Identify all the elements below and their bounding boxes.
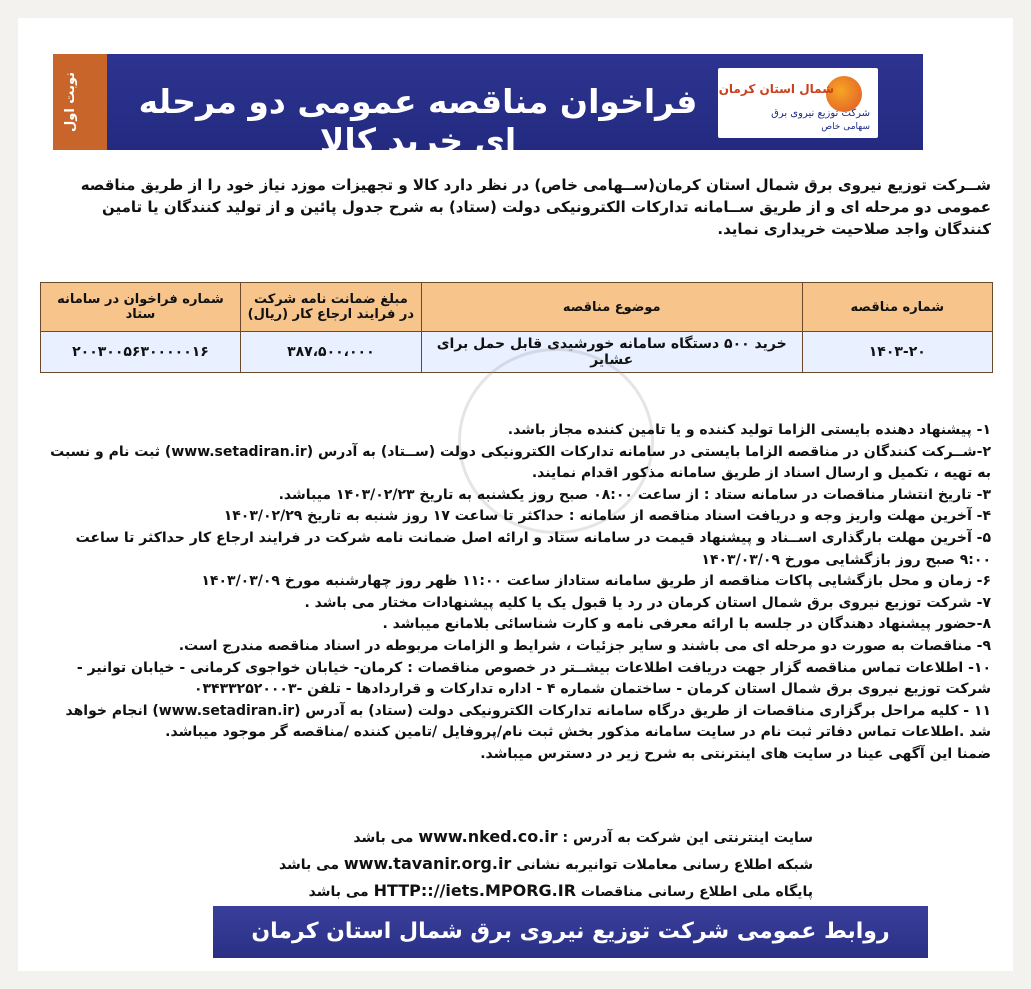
condition-item: ۹- مناقصات به صورت دو مرحله ای می باشند و سایر جزئیات ، شرایط و الزامات مربوطه در اسناد مناقصه مندرج است. [178, 637, 991, 654]
logo-name: شمال استان کرمان [718, 82, 834, 96]
site-prefix: سایت اینترنتی این شرکت به آدرس : [562, 830, 813, 846]
page-title: فراخوان مناقصه عمومی دو مرحله ای خرید کالا [138, 82, 698, 160]
logo-company: شرکت توزیع نیروی برق [771, 108, 870, 119]
intro-paragraph: شــرکت توزیع نیروی برق شمال استان کرمان(ســهامی خاص) در نظر دارد کالا و تجهیزات موزد نیاز خود را از طریق مناقصه عمومی دو مرحله ای و از طریق ســامانه تدارکات الکترونیکی دولت (ستاد) به شرح جدول پائین و از تولید کنندگان یا تامین کنندگان واجد صلاحیت خریداری نماید. [80, 176, 991, 238]
condition-item: ۶- زمان و محل بازگشایی پاکات مناقصه از طریق سامانه ستاداز ساعت ۱۱:۰۰ ظهر روز چهارشنبه مورخ ۱۴۰۳/۰۳/۰۹ [201, 573, 991, 590]
cell-guarantee: ۳۸۷،۵۰۰،۰۰۰ [240, 332, 421, 373]
condition-item: ضمنا این آگهی عینا در سایت های اینترنتی به شرح زیر در دسترس میباشد. [480, 745, 991, 762]
site-suffix: می باشد [353, 830, 414, 846]
site-link[interactable]: HTTP:://iets.MPORG.IR [373, 881, 577, 900]
conditions-list [40, 420, 991, 766]
condition-item: ۱۱ - کلیه مراحل برگزاری مناقصات از طریق درگاه سامانه تدارکات الکترونیکی دولت (ستاد) به آدرس (www.setadiran.ir) انجام خواهد شد .اطلاعات تماس دفاتر ثبت نام در سایت سامانه مذکور بخش ثبت نام/پروفایل /تامین کننده /مناقصه گر موجود میباشد. [65, 702, 991, 741]
logo-type: سهامی خاص [821, 122, 870, 132]
condition-item: ۱۰- اطلاعات تماس مناقصه گزار جهت دریافت اطلاعات بیشــتر در خصوص مناقصات : کرمان- خیابان خواجوی کرمانی - خیابان توانیر - شرکت توزیع نیروی برق شمال استان کرمان - ساختمان شماره ۴ - اداره تدارکات و قراردادها - تلفن -۰۳۴۳۳۲۵۲۰۰۰۳ [76, 659, 991, 698]
cell-setad-no: ۲۰۰۳۰۰۵۶۳۰۰۰۰۰۱۶ [41, 332, 241, 373]
company-logo [718, 68, 878, 138]
footer-banner: روابط عمومی شرکت توزیع نیروی برق شمال استان کرمان [213, 906, 928, 958]
condition-item: ۷- شرکت توزیع نیروی برق شمال استان کرمان در رد یا قبول یک یا کلیه پیشنهادات مختار می باشد . [304, 594, 991, 611]
site-suffix: می باشد [308, 884, 369, 900]
condition-item: ۵- آخرین مهلت بارگذاری اســناد و پیشنهاد قیمت در سامانه ستاد و ارائه اصل ضمانت نامه شرکت در فرایند ارجاع کار حداکثر تا ساعت ۹:۰۰ صبح روز بازگشایی مورخ ۱۴۰۳/۰۳/۰۹ [75, 529, 991, 568]
col-tender-no: شماره مناقصه [802, 283, 992, 332]
website-list [218, 824, 813, 905]
condition-item: ۳- تاریخ انتشار مناقصات در سامانه ستاد : از ساعت ۰۸:۰۰ صبح روز یکشنبه به تاریخ ۱۴۰۳/۰۲/۲۳ میباشد. [278, 486, 991, 503]
cell-tender-no: ۱۴۰۳-۲۰ [802, 332, 992, 373]
condition-item: ۲-شــرکت کنندگان در مناقصه الزاما بایستی در سامانه تدارکات الکترونیکی دولت (ســتاد) به آدرس (www.setadiran.ir) ثبت نام و نسبت به تهیه ، تکمیل و ارسال اسناد از طریق سامانه مذکور اقدام نمایند. [50, 443, 991, 482]
table-header-row [41, 283, 993, 332]
site-suffix: می باشد [278, 857, 340, 873]
cell-subject: خرید ۵۰۰ دستگاه سامانه خورشیدی قابل حمل برای عشایر [421, 332, 802, 373]
condition-item: ۸-حضور پیشنهاد دهندگان در جلسه با ارائه معرفی نامه و کارت شناسائی بلامانع میباشد . [382, 616, 991, 633]
site-prefix: پایگاه ملی اطلاع رسانی مناقصات [580, 884, 813, 900]
tender-notice [18, 18, 1013, 971]
condition-item: ۴- آخرین مهلت واریز وجه و دریافت اسناد مناقصه از سامانه : حداکثر تا ساعت ۱۷ روز شنبه به تاریخ ۱۴۰۳/۰۲/۲۹ [223, 508, 991, 525]
site-line [218, 851, 813, 878]
site-prefix: شبکه اطلاع رسانی معاملات توانیربه نشانی [516, 857, 813, 873]
issue-badge [53, 54, 107, 150]
col-guarantee: مبلغ ضمانت نامه شرکت در فرایند ارجاع کار (ریال) [240, 283, 421, 332]
col-setad-no: شماره فراخوان در سامانه ستاد [41, 283, 241, 332]
site-line [218, 878, 813, 905]
site-link[interactable]: www.tavanir.org.ir [343, 854, 512, 873]
header [18, 40, 1013, 164]
condition-item: ۱- پیشنهاد دهنده بایستی الزاما تولید کننده و یا تامین کننده مجاز باشد. [507, 422, 991, 438]
col-subject: موضوع مناقصه [421, 283, 802, 332]
issue-badge-label: نوبت اول [63, 72, 78, 133]
site-line [218, 824, 813, 851]
site-link[interactable]: www.nked.co.ir [418, 827, 558, 846]
